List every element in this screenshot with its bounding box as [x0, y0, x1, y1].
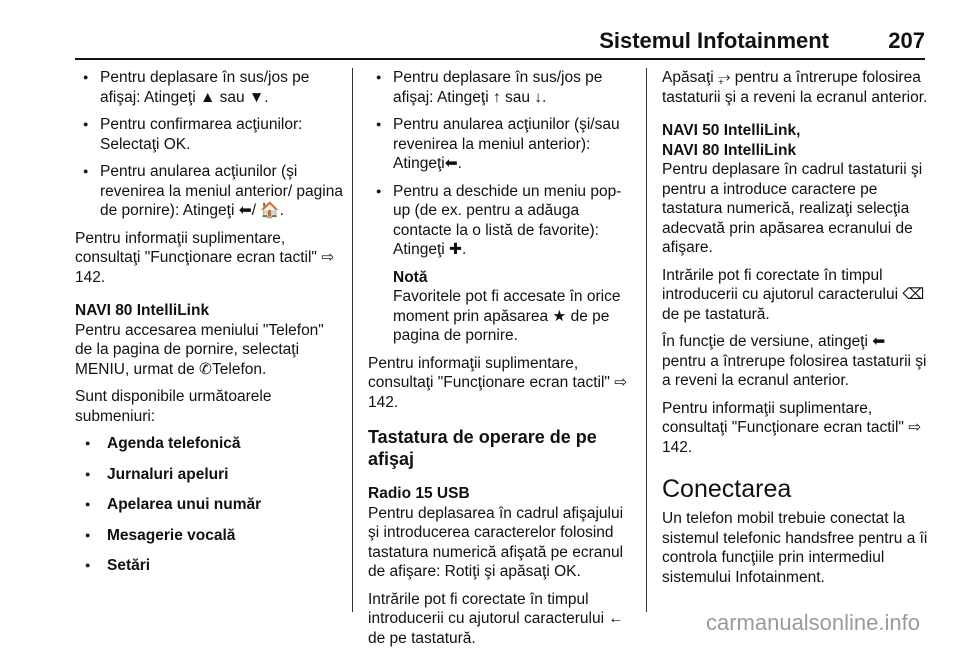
note-text: Favoritele pot fi accesate în orice moment prin apăsarea ★ de pe pagina de pornire. [393, 288, 621, 344]
navi80-text: Pentru accesarea meniului "Telefon" de la pagina de pornire, selectaţi MENIU, urmat de ✆Telefon. [75, 321, 324, 378]
page-title: Sistemul Infotainment [599, 28, 829, 53]
list-item: ● Pentru deplasare în sus/jos pe afişaj: Atingeţi ▲ sau ▼. [75, 68, 343, 107]
column-divider-1 [352, 68, 353, 612]
info-reference: Pentru informaţii suplimentare, consultaţi "Funcţionare ecran tactil" ⇨ 142. [662, 399, 922, 456]
version-text: În funcţie de versiune, atingeţi ⬅ pentru a întrerupe folosirea tastaturii şi a reveni la ecranul anterior. [662, 333, 927, 389]
column-divider-2 [646, 68, 647, 612]
list-item: ● Pentru anularea acţiunilor (şi revenirea la meniul anterior/ pagina de pornire): Atingeţi ⬅/ 🏠. [75, 162, 343, 221]
submenus-intro: Sunt disponibile următoarele submeniuri: [75, 388, 272, 425]
note-title: Notă [393, 268, 428, 286]
subheading-radio: Radio 15 USB [368, 485, 470, 502]
navi-text: Pentru deplasare în cadrul tastaturii şi pentru a introduce caractere pe tastatura numerică, realizaţi selecţia adecvată prin apăsarea ecranului de afişare. [662, 161, 923, 256]
list-item: ● Pentru a deschide un meniu pop-up (de ex. pentru a adăuga contacte la o listă de favorite): Atingeţi ✚. [368, 182, 636, 260]
subheading-navi-1: NAVI 50 IntelliLink, [662, 122, 801, 139]
list-item: ● Pentru anularea acţiunilor (şi/sau revenirea la meniul anterior): Atingeţi⬅. [368, 115, 636, 174]
radio-text: Pentru deplasarea în cadrul afişajului şi introducerea caracterelor folosind tastatura numerică afişată pe ecranul de afişare: Rotiţi şi apăsaţi OK. [368, 504, 624, 580]
correct-text: Intrările pot fi corectate în timpul introducerii cu ajutorul caracterului ← de pe tastatură. [368, 590, 624, 647]
page-header [75, 22, 925, 60]
info-reference: Pentru informaţii suplimentare, consultaţi "Funcţionare ecran tactil" ⇨ 142. [75, 229, 335, 286]
watermark: carmanualsonline.info [705, 610, 920, 635]
correct-text: Intrările pot fi corectate în timpul introducerii cu ajutorul caracterului ⌫ de pe tastatură. [662, 266, 925, 323]
column-2 [368, 68, 636, 656]
submenu-item: ● Agenda telefonică [75, 434, 343, 454]
connect-text: Un telefon mobil trebuie conectat la sistemul telefonic handsfree pentru a îi controla funcţiile prin intermediul sistemului Infotainment. [662, 510, 928, 586]
section-heading-connect: Conectarea [662, 475, 792, 503]
press-text: Apăsaţi ⥅ pentru a întrerupe folosirea tastaturii şi a reveni la ecranul anterior. [662, 69, 928, 106]
submenu-item: ● Jurnaluri apeluri [75, 465, 343, 485]
column-3 [662, 68, 930, 595]
section-heading: Tastatura de operare de pe afişaj [368, 427, 597, 469]
list-item: ● Pentru confirmarea acţiunilor: Selectaţi OK. [75, 115, 343, 154]
page-number: 207 [888, 28, 925, 53]
subheading-navi80: NAVI 80 IntelliLink [75, 302, 210, 319]
subheading-navi-2: NAVI 80 IntelliLink [662, 141, 797, 159]
submenu-item: ● Apelarea unui număr [75, 495, 343, 515]
submenu-item: ● Mesagerie vocală [75, 526, 343, 546]
submenu-item: ● Setări [75, 556, 343, 576]
column-1 [75, 68, 343, 587]
list-item: ● Pentru deplasare în sus/jos pe afişaj: Atingeţi ↑ sau ↓. [368, 68, 636, 107]
note-box [368, 268, 636, 346]
info-reference: Pentru informaţii suplimentare, consultaţi "Funcţionare ecran tactil" ⇨ 142. [368, 354, 628, 411]
